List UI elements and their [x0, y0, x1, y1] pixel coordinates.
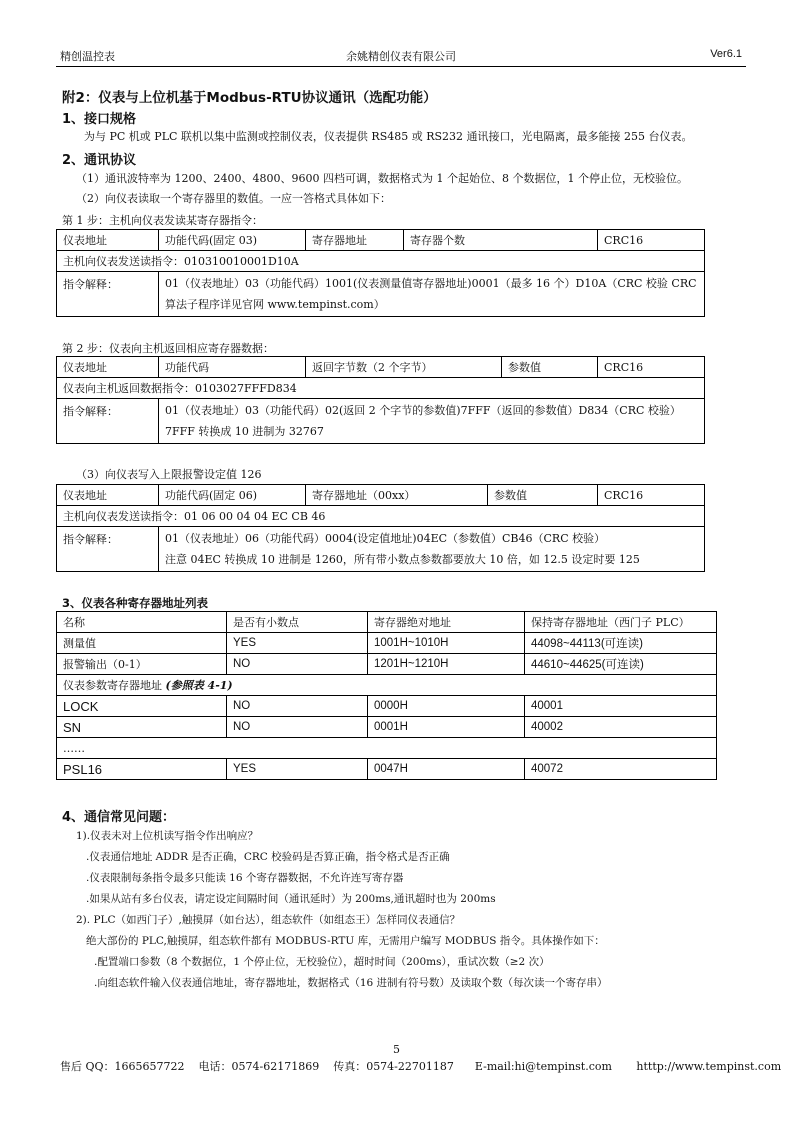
table-row: [57, 357, 705, 378]
table-header-cell: 寄存器个数: [404, 230, 598, 251]
table-header-cell: CRC16: [598, 357, 705, 378]
footer-contact: 售后 QQ：1665657722 电话：0574-62171869 传真：0574-22701187 E-mail:hi@tempinst.com htttp://www.tempinst.com: [60, 1060, 782, 1073]
table-header-cell: 仪表地址: [57, 357, 159, 378]
explain-label: 指令解释：: [57, 527, 159, 572]
table-cell: 报警输出（0-1）: [57, 654, 227, 675]
table-cell: 40001: [525, 696, 717, 717]
table-header-cell: 寄存器地址（00xx）: [306, 485, 488, 506]
section-2-p1: （1）通讯波特率为 1200、2400、4800、9600 四档可调，数据格式为 1 个起始位、8 个数据位，1 个停止位，无校验位。: [76, 172, 688, 185]
table-cell: 44610~44625(可连读): [525, 654, 717, 675]
explain-label: 指令解释：: [57, 399, 159, 444]
send-command: 主机向仪表发送读指令：01 06 00 04 04 EC CB 46: [57, 506, 705, 527]
explain-line: 01（仪表地址）06（功能代码）0004(设定值地址)04EC（参数值）CB46（CRC 校验）: [165, 532, 606, 545]
explain-line: 算法子程序详见官网 www.tempinst.com）: [165, 298, 385, 311]
command-table-1: [56, 229, 705, 317]
table-cell: 1001H~1010H: [368, 633, 525, 654]
header-version: Ver6.1: [710, 48, 742, 60]
section-1-heading: 1、接口规格: [62, 112, 137, 127]
table-header-cell: 名称: [57, 612, 227, 633]
section-2-p3: （3）向仪表写入上限报警设定值 126: [76, 468, 262, 481]
table-header-cell: 功能代码: [159, 357, 306, 378]
table-cell: 1201H~1210H: [368, 654, 525, 675]
table-cell: 0001H: [368, 717, 525, 738]
table-row: [57, 738, 717, 759]
section-3-heading: 3、仪表各种寄存器地址列表: [62, 596, 209, 610]
page-header: [60, 48, 742, 66]
command-table-2: [56, 356, 705, 444]
table-row: [57, 696, 717, 717]
table-cell: SN: [57, 717, 227, 738]
table-header-cell: 仪表地址: [57, 230, 159, 251]
ellipsis-row: ……: [57, 738, 717, 759]
table-row: [57, 506, 705, 527]
table-header-cell: 功能代码(固定 03): [159, 230, 306, 251]
page-number: 5: [393, 1043, 400, 1056]
faq-answer-line: .仪表通信地址 ADDR 是否正确，CRC 校验码是否算正确，指令格式是否正确: [86, 851, 450, 863]
table-header-cell: 寄存器地址: [306, 230, 404, 251]
param-ref-text: (参照表 4-1): [165, 679, 233, 692]
table-row: [57, 633, 717, 654]
table-row: [57, 759, 717, 780]
faq-question-1: 1).仪表未对上位机读写指令作出响应？: [76, 830, 259, 842]
faq-answer-line: .向组态软件输入仪表通信地址，寄存器地址，数据格式（16 进制有符号数）及读取个数（每次读一个寄存串）: [94, 977, 608, 989]
table-header-cell: 返回字节数（2 个字节）: [306, 357, 502, 378]
table-cell: 40072: [525, 759, 717, 780]
explain-line: 01（仪表地址）03（功能代码）1001(仪表测量值寄存器地址)0001（最多 16 个）D10A（CRC 校验 CRC: [165, 277, 697, 290]
table-cell: 44098~44113(可连读): [525, 633, 717, 654]
table-row: [57, 272, 705, 317]
command-table-3: [56, 484, 705, 572]
faq-answer-line: .配置端口参数（8 个数据位，1 个停止位，无校验位），超时时间（200ms），重试次数（≥2 次）: [94, 956, 550, 968]
table-row: [57, 654, 717, 675]
table-cell: YES: [227, 633, 368, 654]
send-command: 主机向仪表发送读指令：010310010001D10A: [57, 251, 705, 272]
table-row: [57, 675, 717, 696]
table-header-cell: 功能代码(固定 06): [159, 485, 306, 506]
section-2-p2: （2）向仪表读取一个寄存器里的数值。一应一答格式具体如下：: [76, 192, 391, 205]
table-row: [57, 378, 705, 399]
table-header-cell: CRC16: [598, 485, 705, 506]
table-cell: NO: [227, 696, 368, 717]
table-row: [57, 527, 705, 572]
step-2-label: 第 2 步：仪表向主机返回相应寄存器数据：: [62, 342, 274, 355]
send-command: 仪表向主机返回数据指令：0103027FFFD834: [57, 378, 705, 399]
table-row: [57, 717, 717, 738]
table-header-cell: 参数值: [488, 485, 598, 506]
table-header-cell: 是否有小数点: [227, 612, 368, 633]
table-header-cell: 保持寄存器地址（西门子 PLC）: [525, 612, 717, 633]
table-header-cell: CRC16: [598, 230, 705, 251]
table-row: [57, 485, 705, 506]
table-cell: 测量值: [57, 633, 227, 654]
table-row: [57, 612, 717, 633]
param-label-text: 仪表参数寄存器地址: [63, 679, 162, 692]
table-cell: NO: [227, 717, 368, 738]
explain-label: 指令解释：: [57, 272, 159, 317]
faq-answer-line: 绝大部份的 PLC,触摸屏，组态软件都有 MODBUS-RTU 库，无需用户编写 MODBUS 指令。具体操作如下：: [86, 935, 605, 947]
table-cell: LOCK: [57, 696, 227, 717]
explain-text: [159, 527, 705, 572]
register-table: [56, 611, 717, 780]
header-left: 精创温控表: [60, 50, 115, 63]
table-cell: NO: [227, 654, 368, 675]
table-row: [57, 251, 705, 272]
section-1-text: 为与 PC 机或 PLC 联机以集中监测或控制仪表，仪表提供 RS485 或 RS232 通讯接口，光电隔离，最多能接 255 台仪表。: [84, 130, 693, 143]
table-cell: 0047H: [368, 759, 525, 780]
step-1-label: 第 1 步：主机向仪表发读某寄存器指令：: [62, 214, 263, 227]
faq-question-2: 2). PLC（如西门子）,触摸屏（如台达），组态软件（如组态王）怎样同仪表通信？: [76, 914, 461, 926]
table-cell: 0000H: [368, 696, 525, 717]
table-header-cell: 寄存器绝对地址: [368, 612, 525, 633]
table-cell: 40002: [525, 717, 717, 738]
table-header-cell: 参数值: [502, 357, 598, 378]
explain-line: 注意 04EC 转换成 10 进制是 1260，所有带小数点参数都要放大 10 倍，如 12.5 设定时要 125: [165, 553, 640, 566]
faq-answer-line: .如果从站有多台仪表，请定设定间隔时间（通讯延时）为 200ms,通讯超时也为 200ms: [86, 893, 496, 905]
header-divider: [56, 66, 746, 67]
header-center: 余姚精创仪表有限公司: [346, 50, 456, 63]
page-footer: [60, 1058, 782, 1074]
table-cell: YES: [227, 759, 368, 780]
param-register-label: [57, 675, 717, 696]
page-title: 附2：仪表与上位机基于Modbus-RTU协议通讯（选配功能）: [62, 90, 437, 106]
section-4-heading: 4、通信常见问题：: [62, 810, 176, 825]
table-row: [57, 230, 705, 251]
explain-line: 01（仪表地址）03（功能代码）02(返回 2 个字节的参数值)7FFF（返回的参数值）D834（CRC 校验）: [165, 404, 681, 417]
faq-answer-line: .仪表限制每条指令最多只能读 16 个寄存器数据，不允许连写寄存器: [86, 872, 404, 884]
explain-text: [159, 399, 705, 444]
explain-text: [159, 272, 705, 317]
table-header-cell: 仪表地址: [57, 485, 159, 506]
table-cell: PSL16: [57, 759, 227, 780]
explain-line: 7FFF 转换成 10 进制为 32767: [165, 425, 324, 438]
table-row: [57, 399, 705, 444]
section-2-heading: 2、通讯协议: [62, 153, 137, 168]
